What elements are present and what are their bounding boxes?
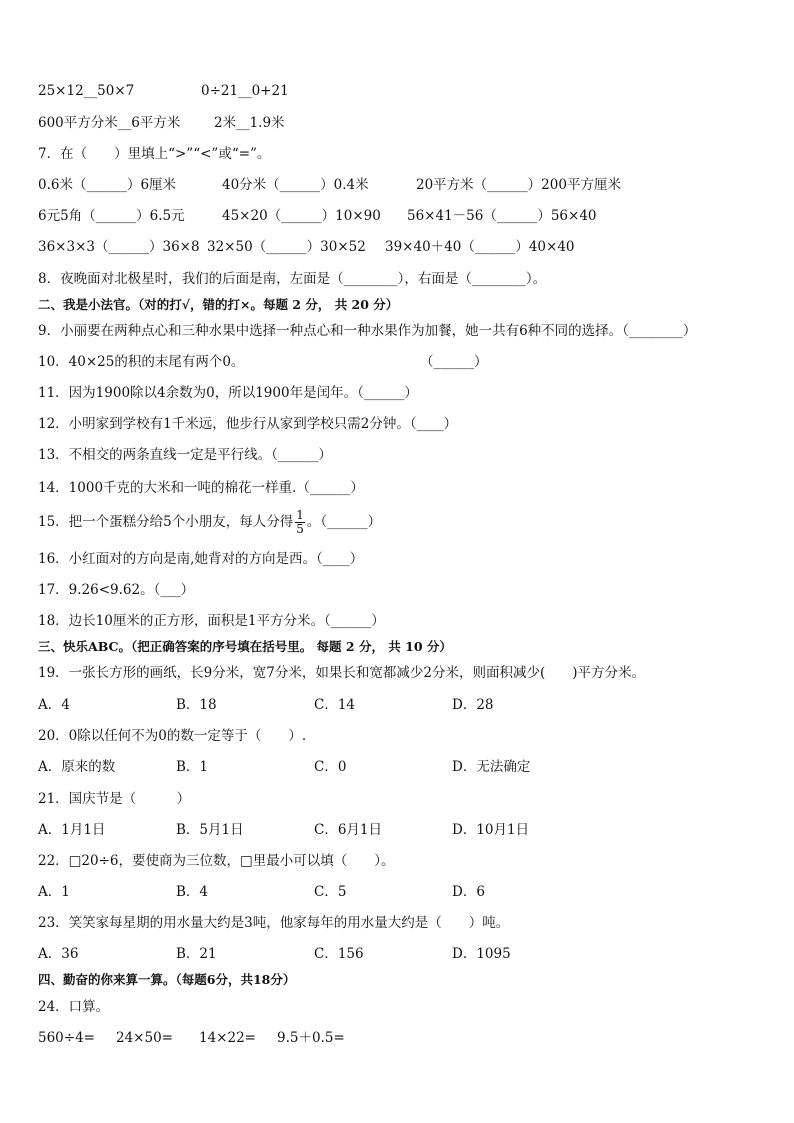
section-3-heading: 三、快乐ABC。（把正确答案的序号填在括号里。 每题 2 分， 共 10 分） — [38, 639, 452, 654]
question-15-blank: 。（______） — [306, 514, 382, 530]
oral-calc-4: 9.5＋0.5= — [277, 1030, 345, 1046]
question-16: 16．小红面对的方向是南,她背对的方向是西。（____） — [38, 551, 364, 567]
question-15-text: 15．把一个蛋糕分给5个小朋友，每人分得 — [38, 514, 294, 530]
fraction-one-fifth — [295, 509, 305, 536]
q23-option-c[interactable]: C．156 — [314, 946, 364, 962]
q22-option-b[interactable]: B．4 — [176, 884, 209, 900]
q7-r3-c2: 32×50（______）30×52 — [207, 239, 366, 255]
section-2-heading: 二、我是小法官。（对的打√，错的打×。每题 2 分， 共 20 分） — [38, 297, 399, 312]
q19-option-a[interactable]: A．4 — [38, 697, 70, 713]
question-15 — [38, 506, 381, 538]
compare-row-1-b: 0÷21__0+21 — [201, 83, 289, 99]
q7-r1-c1: 0.6米（______）6厘米 — [38, 177, 177, 193]
question-10: 10．40×25的积的末尾有两个0。 — [38, 354, 245, 370]
question-10-blank: （______） — [420, 354, 488, 370]
question-24-title: 24．口算。 — [38, 999, 110, 1015]
q7-r2-c2: 45×20（______）10×90 — [222, 208, 381, 224]
question-18: 18．边长10厘米的正方形，面积是1平方分米。（______） — [38, 613, 385, 629]
compare-row-2-a: 600平方分米__6平方米 — [38, 115, 181, 131]
question-21: 21．国庆节是（ ） — [38, 791, 191, 807]
fraction-denominator: 5 — [296, 522, 304, 536]
question-22: 22．□20÷6，要使商为三位数，□里最小可以填（ ）。 — [38, 853, 395, 869]
q7-r3-c1: 36×3×3（______）36×8 — [38, 239, 200, 255]
q22-option-c[interactable]: C．5 — [314, 884, 347, 900]
q7-r1-c3: 20平方米（______）200平方厘米 — [416, 177, 621, 193]
q7-r3-c3: 39×40＋40（______）40×40 — [385, 239, 575, 255]
question-9: 9．小丽要在两种点心和三种水果中选择一种点心和一种水果作为加餐，她一共有6种不同的选择。（________） — [38, 323, 697, 339]
q20-option-c[interactable]: C．0 — [314, 759, 347, 775]
q20-option-d[interactable]: D．无法确定 — [452, 759, 531, 775]
q23-option-b[interactable]: B．21 — [176, 946, 217, 962]
question-20: 20．0除以任何不为0的数一定等于（ ）. — [38, 728, 307, 744]
q21-option-b[interactable]: B．5月1日 — [176, 822, 244, 838]
q22-option-d[interactable]: D．6 — [452, 884, 485, 900]
question-13: 13．不相交的两条直线一定是平行线。（______） — [38, 447, 332, 463]
q21-option-d[interactable]: D．10月1日 — [452, 822, 530, 838]
question-7-title: 7．在（ ）里填上“>”“<”或“=”。 — [38, 146, 271, 162]
oral-calc-1: 560÷4= — [38, 1030, 95, 1046]
q7-r1-c2: 40分米（______）0.4米 — [222, 177, 369, 193]
fraction-numerator: 1 — [296, 508, 304, 522]
question-17: 17．9.26<9.62。（___） — [38, 582, 195, 598]
question-14: 14．1000千克的大米和一吨的棉花一样重.（______） — [38, 480, 364, 496]
compare-row-2-b: 2米__1.9米 — [214, 115, 285, 131]
q20-option-b[interactable]: B．1 — [176, 759, 209, 775]
q19-option-b[interactable]: B．18 — [176, 697, 217, 713]
q23-option-d[interactable]: D．1095 — [452, 946, 511, 962]
question-12: 12．小明家到学校有1千米远，他步行从家到学校只需2分钟。（____） — [38, 416, 458, 432]
q7-r2-c3: 56×41－56（______）56×40 — [407, 208, 597, 224]
q19-option-d[interactable]: D．28 — [452, 697, 494, 713]
oral-calc-2: 24×50= — [116, 1030, 173, 1046]
question-19: 19．一张长方形的画纸，长9分米，宽7分米，如果长和宽都减少2分米，则面积减少( )平方分米。 — [38, 665, 645, 681]
q22-option-a[interactable]: A．1 — [38, 884, 70, 900]
question-8: 8．夜晚面对北极星时，我们的后面是南，左面是（________），右面是（________）。 — [38, 271, 547, 287]
compare-row-1-a: 25×12__50×7 — [38, 83, 135, 99]
q20-option-a[interactable]: A．原来的数 — [38, 759, 116, 775]
question-11: 11．因为1900除以4余数为0，所以1900年是闰年。（______） — [38, 385, 418, 401]
q23-option-a[interactable]: A．36 — [38, 946, 79, 962]
q19-option-c[interactable]: C．14 — [314, 697, 356, 713]
section-4-heading: 四、勤奋的你来算一算。（每题6分，共18分） — [38, 972, 296, 987]
q21-option-c[interactable]: C．6月1日 — [314, 822, 383, 838]
q21-option-a[interactable]: A．1月1日 — [38, 822, 106, 838]
q7-r2-c1: 6元5角（______）6.5元 — [38, 208, 185, 224]
oral-calc-3: 14×22= — [199, 1030, 256, 1046]
question-23: 23．笑笑家每星期的用水量大约是3吨，他家每年的用水量大约是（ ）吨。 — [38, 915, 510, 931]
